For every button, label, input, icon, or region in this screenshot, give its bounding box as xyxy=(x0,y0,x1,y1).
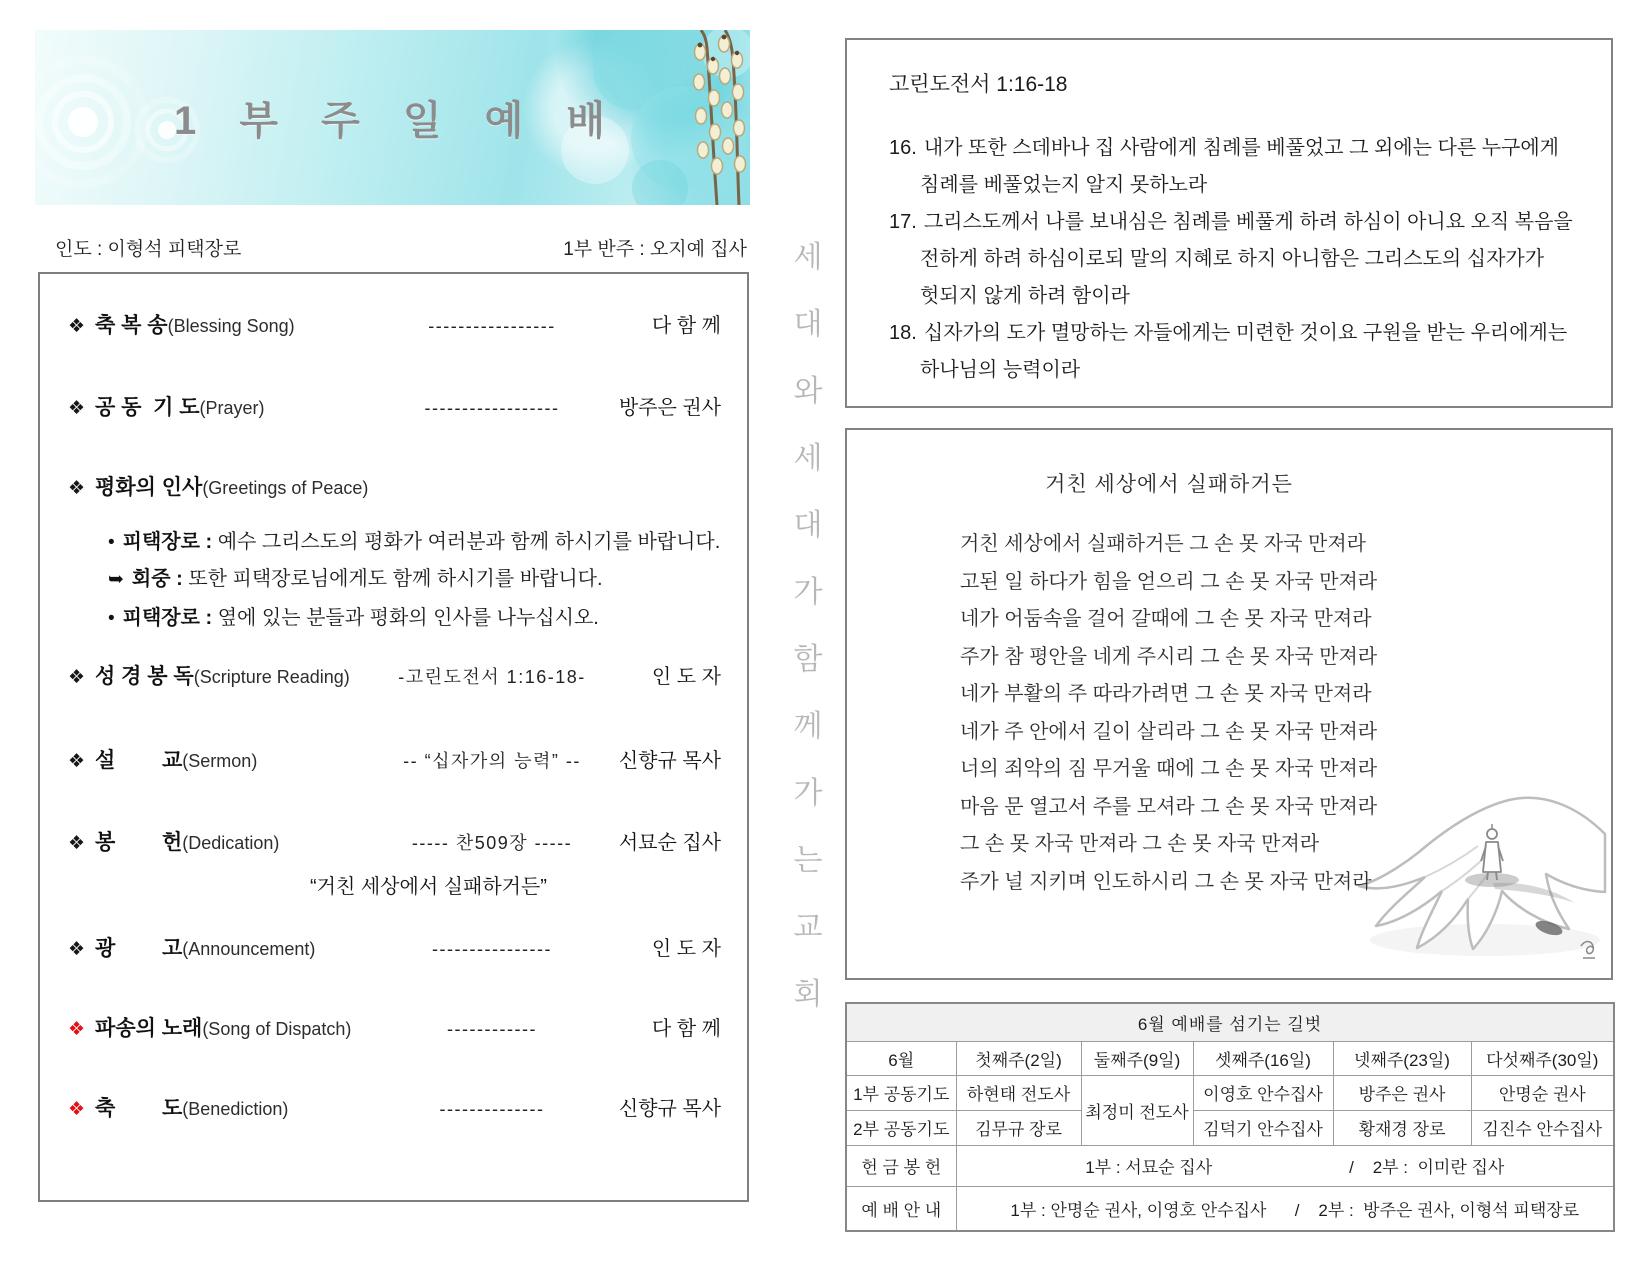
order-item-sermon xyxy=(68,747,721,777)
schedule-cell: 최정미 전도사 xyxy=(1081,1075,1193,1145)
item-label-group xyxy=(68,829,398,859)
schedule-row-label: 예 배 안 내 xyxy=(846,1186,956,1231)
schedule-table xyxy=(845,1002,1615,1232)
hymn-line: 너의 죄악의 짐 무거울 때에 그 손 못 자국 만져라 xyxy=(960,758,1378,780)
order-item-peace-greetings xyxy=(68,474,721,504)
worship-order-box xyxy=(38,272,749,1202)
hymn-line: 주가 널 지키며 인도하시리 그 손 못 자국 만져라 xyxy=(960,870,1372,893)
item-label-group xyxy=(68,394,398,424)
schedule-cell: 1부 : 안명순 권사, 이영호 안수집사 / 2부 : 방주은 권사, 이형석 피택장로 xyxy=(956,1186,1614,1231)
worship-order-list xyxy=(40,274,747,1125)
peace-text: 옆에 있는 분들과 평화의 인사를 나누십시오. xyxy=(217,607,599,629)
item-label-en: (Greetings of Peace) xyxy=(202,478,369,498)
hymn-line: 네가 주 안에서 길이 살리라 그 손 못 자국 만져라 xyxy=(960,720,1378,743)
item-person: 인 도 자 xyxy=(651,938,721,960)
item-label-en: (Announcement) xyxy=(182,939,316,959)
scripture-title: 고린도전서 1:16-18 xyxy=(889,73,1068,96)
scripture-box xyxy=(845,38,1613,408)
verse-text: 내가 또한 스데바나 집 사람에게 침례를 베풀었고 그 외에는 다른 누구에게 xyxy=(923,137,1559,159)
vertical-motto: 세대와세대가함께가는교회 xyxy=(793,241,823,1011)
peace-text: 또한 피택장로님에게도 함께 하시기를 바랍니다. xyxy=(188,568,603,590)
hymn-lyrics xyxy=(847,526,1611,901)
item-label: 공 동 기 도 xyxy=(95,396,200,419)
verse-number: 18. xyxy=(889,322,917,344)
schedule-row-label: 1부 공동기도 xyxy=(846,1075,956,1110)
order-item-scripture-reading xyxy=(68,663,721,693)
schedule-title: 6월 예배를 섬기는 길벗 xyxy=(846,1003,1614,1041)
peace-speaker: 피택장로 : xyxy=(122,531,213,553)
item-label-group xyxy=(68,312,398,342)
item-person: 방주은 권사 xyxy=(618,397,721,419)
item-label: 평화의 인사 xyxy=(95,476,203,499)
item-label-en: (Prayer) xyxy=(199,398,265,418)
peace-line-congregation xyxy=(108,565,721,594)
service-leader-label: 인도 : 이형석 피택장로 xyxy=(55,239,242,260)
item-label: 광 고 xyxy=(95,937,183,960)
verse-number: 16. xyxy=(889,137,917,159)
schedule-cell: 황재경 장로 xyxy=(1333,1110,1471,1145)
item-person: 다 함 께 xyxy=(651,315,721,337)
diamond-icon: ❖ xyxy=(68,667,86,688)
item-divider-dashes: ----------------- xyxy=(428,316,556,336)
schedule-cell: 김진수 안수집사 xyxy=(1471,1110,1614,1145)
hymn-box xyxy=(845,428,1613,980)
schedule-cell: 안명순 권사 xyxy=(1471,1075,1614,1110)
diamond-icon: ❖ xyxy=(68,398,86,419)
schedule-cell: 하현태 전도사 xyxy=(956,1075,1081,1110)
verse-text: 십자가의 도가 멸망하는 자들에게는 미련한 것이요 구원을 받는 우리에게는 xyxy=(923,322,1568,344)
schedule-header-cell: 6월 xyxy=(846,1041,956,1075)
hymn-line: 고된 일 하다가 힘을 얻으리 그 손 못 자국 만져라 xyxy=(960,570,1378,593)
item-label-en: (Dedication) xyxy=(182,833,280,853)
schedule-row-offering xyxy=(846,1145,1614,1186)
order-item-announcement xyxy=(68,935,721,965)
peace-line-elder-2 xyxy=(108,604,721,633)
diamond-icon: ❖ xyxy=(68,1099,86,1120)
verse-line xyxy=(889,204,1581,241)
peace-speaker: 피택장로 : xyxy=(122,607,213,629)
hymn-line: 거친 세상에서 실패하거든 그 손 못 자국 만져라 xyxy=(960,533,1366,555)
item-passage-ref: -고린도전서 1:16-18- xyxy=(398,667,586,687)
hymn-line: 그 손 못 자국 만져라 그 손 못 자국 만져라 xyxy=(960,833,1320,855)
schedule-cell: 방주은 권사 xyxy=(1333,1075,1471,1110)
schedule-row-prayer2 xyxy=(846,1110,1614,1145)
peace-line-elder-1 xyxy=(108,528,721,557)
diamond-icon: ❖ xyxy=(68,939,86,960)
item-label: 봉 헌 xyxy=(95,831,183,854)
diamond-icon: ❖ xyxy=(68,1019,86,1040)
item-label: 축 복 송 xyxy=(95,314,168,337)
verse-line xyxy=(889,315,1581,352)
verse-line: 전하게 하려 하심이로되 말의 지혜로 하지 아니함은 그리스도의 십자가가 xyxy=(920,248,1545,270)
schedule-row-prayer1 xyxy=(846,1075,1614,1110)
item-label-en: (Song of Dispatch) xyxy=(202,1019,352,1039)
schedule-cell: 이영호 안수집사 xyxy=(1193,1075,1333,1110)
schedule-header-cell: 넷째주(23일) xyxy=(1333,1041,1471,1075)
item-label-en: (Blessing Song) xyxy=(167,316,295,336)
item-label-group xyxy=(68,663,398,693)
reply-arrow-icon: ➥ xyxy=(108,569,124,590)
schedule-header-cell: 둘째주(9일) xyxy=(1081,1041,1193,1075)
verse-line: 하나님의 능력이라 xyxy=(920,359,1081,381)
order-item-dispatch-song xyxy=(68,1015,721,1045)
item-divider-dashes: -------------- xyxy=(439,1099,545,1119)
bullet-icon: • xyxy=(108,532,115,553)
item-label-group xyxy=(68,1015,398,1045)
peace-text: 예수 그리스도의 평화가 여러분과 함께 하시기를 바랍니다. xyxy=(217,531,721,553)
item-label: 설 교 xyxy=(95,749,183,772)
item-label-group xyxy=(68,935,398,965)
item-label-group xyxy=(68,474,398,504)
schedule-cell: 김무규 장로 xyxy=(956,1110,1081,1145)
item-label: 파송의 노래 xyxy=(95,1017,203,1040)
item-label: 성 경 봉 독 xyxy=(95,665,194,688)
item-divider-dashes: ---------------- xyxy=(432,939,552,959)
item-person: 신향규 목사 xyxy=(618,1098,721,1120)
banner xyxy=(35,30,750,205)
schedule-cell: 김덕기 안수집사 xyxy=(1193,1110,1333,1145)
schedule-row-label: 헌 금 봉 헌 xyxy=(846,1145,956,1186)
hymn-line: 주가 참 평안을 네게 주시리 그 손 못 자국 만져라 xyxy=(960,645,1378,668)
order-item-benediction xyxy=(68,1095,721,1125)
item-sermon-title: -- “십자가의 능력” -- xyxy=(403,751,581,771)
verse-line xyxy=(889,130,1581,167)
accompanist-label: 1부 반주 : 오지예 집사 xyxy=(563,239,747,260)
schedule-cell: 1부 : 서묘순 집사 / 2부 : 이미란 집사 xyxy=(956,1145,1614,1186)
leaders-row xyxy=(55,234,747,261)
item-hymn-number: ----- 찬509장 ----- xyxy=(411,833,573,853)
diamond-icon: ❖ xyxy=(68,478,86,499)
item-label-group xyxy=(68,1095,398,1125)
diamond-icon: ❖ xyxy=(68,316,86,337)
item-person: 인 도 자 xyxy=(651,666,721,688)
item-person: 다 함 께 xyxy=(651,1018,721,1040)
verse-line: 침례를 베풀었는지 알지 못하노라 xyxy=(920,174,1208,196)
schedule-row-guide xyxy=(846,1186,1614,1231)
page-title: 1 부 주 일 예 배 xyxy=(173,99,621,143)
schedule-header-row xyxy=(846,1041,1614,1075)
hymn-line: 네가 부활의 주 따라가려면 그 손 못 자국 만져라 xyxy=(960,683,1372,705)
item-label-en: (Scripture Reading) xyxy=(193,667,350,687)
peace-speaker: 회중 : xyxy=(131,568,183,590)
item-person: 신향규 목사 xyxy=(618,750,721,772)
diamond-icon: ❖ xyxy=(68,833,86,854)
verse-line: 헛되지 않게 하려 함이라 xyxy=(920,285,1130,307)
item-divider-dashes: ------------ xyxy=(447,1019,537,1039)
bullet-icon: • xyxy=(108,608,115,629)
item-person: 서묘순 집사 xyxy=(618,832,721,854)
item-label-en: (Benediction) xyxy=(182,1099,289,1119)
dedication-hymn-title: “거친 세상에서 실패하거든” xyxy=(310,876,547,898)
item-label: 축 도 xyxy=(95,1097,183,1120)
order-item-prayer xyxy=(68,394,721,424)
order-item-dedication xyxy=(68,829,721,859)
order-item-blessing-song xyxy=(68,312,721,342)
item-label-group xyxy=(68,747,398,777)
hymn-title: 거친 세상에서 실패하거든 xyxy=(1045,473,1293,496)
verse-number: 17. xyxy=(889,211,917,233)
item-label-en: (Sermon) xyxy=(182,751,258,771)
schedule-row-label: 2부 공동기도 xyxy=(846,1110,956,1145)
schedule-header-cell: 셋째주(16일) xyxy=(1193,1041,1333,1075)
hymn-line: 네가 어둠속을 걸어 갈때에 그 손 못 자국 만져라 xyxy=(960,608,1372,630)
verse-text: 그리스도께서 나를 보내심은 침례를 베풀게 하려 하심이 아니요 오직 복음을 xyxy=(923,211,1573,233)
schedule-header-cell: 다섯째주(30일) xyxy=(1471,1041,1614,1075)
diamond-icon: ❖ xyxy=(68,751,86,772)
schedule-header-cell: 첫째주(2일) xyxy=(956,1041,1081,1075)
item-divider-dashes: ------------------ xyxy=(424,398,560,418)
hymn-line: 마음 문 열고서 주를 모셔라 그 손 못 자국 만져라 xyxy=(960,795,1378,818)
